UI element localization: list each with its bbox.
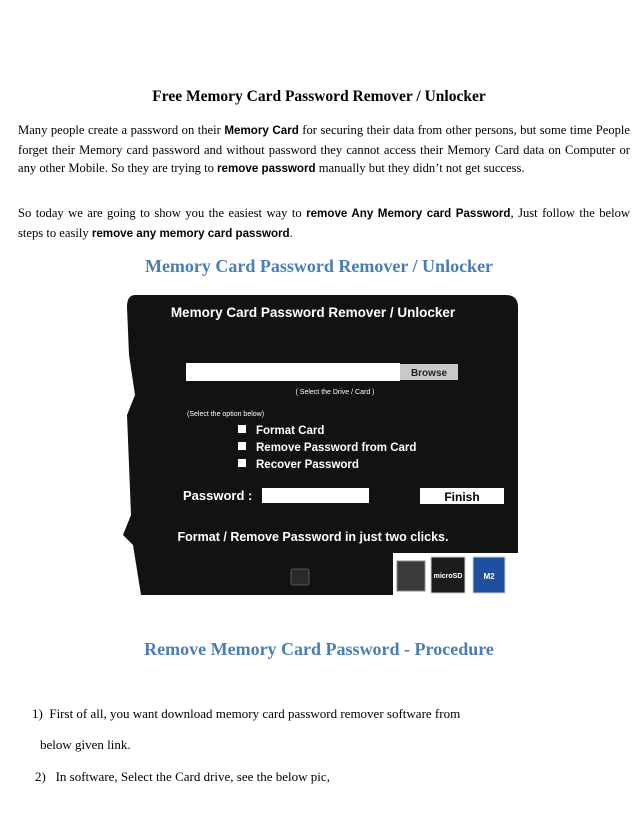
- section-heading: Memory Card Password Remover / Unlocker: [144, 256, 494, 276]
- small-chip-icon: [291, 569, 309, 585]
- checkbox-icon: [238, 425, 246, 433]
- card-title: Memory Card Password Remover / Unlocker: [170, 305, 456, 320]
- card-footer: Format / Remove Password in just two clicks.: [177, 530, 449, 544]
- text: manually but they didn’t not get success.: [315, 161, 525, 175]
- browse-label: Browse: [410, 368, 448, 379]
- step-1-continued: below given link.: [40, 737, 131, 752]
- text: Many people create a password on their: [18, 123, 225, 137]
- procedure-heading: Remove Memory Card Password - Procedure: [144, 639, 494, 659]
- memory-card-image: [123, 295, 518, 595]
- step-text: First of all, you want download memory card password remover software from: [49, 706, 461, 721]
- select-drive-hint: ( Select the Drive / Card ): [295, 389, 375, 396]
- step-1: [32, 706, 638, 722]
- password-label: Password :: [183, 488, 253, 503]
- checkbox-icon: [238, 459, 246, 467]
- option-remove: Remove Password from Card: [256, 442, 417, 454]
- m2-label: M2: [483, 572, 495, 581]
- intro-paragraph: [18, 121, 630, 179]
- step-number: 2): [35, 769, 46, 784]
- microsd-label: microSD: [433, 573, 463, 580]
- option-recover: Recover Password: [256, 459, 359, 471]
- select-option-hint: (Select the option below): [187, 411, 265, 418]
- step-2: [35, 769, 638, 785]
- password-field: [262, 488, 369, 503]
- text: .: [289, 225, 293, 240]
- second-paragraph: [18, 204, 630, 243]
- bold-phrase: remove any memory card password: [91, 226, 290, 240]
- text: for securing their data from other persons, but some time People forget their Memory card password and without password they cannot access their Memory Card data on Computer or any other Mobile. So they are trying to: [18, 123, 631, 175]
- text: , Just follow the below steps to easily: [18, 206, 630, 240]
- step-number: 1): [32, 706, 43, 721]
- sd-card-icon: [397, 561, 425, 591]
- option-format: Format Card: [256, 425, 325, 437]
- step-text: In software, Select the Card drive, see the below pic,: [55, 769, 330, 784]
- bold-phrase: Memory Card: [224, 124, 299, 137]
- text: So today we are going to show you the easiest way to: [18, 206, 307, 220]
- page-title: Free Memory Card Password Remover / Unlocker: [152, 88, 486, 105]
- bold-phrase: remove Any Memory card Password: [306, 207, 511, 220]
- drive-path-field: [186, 363, 400, 381]
- checkbox-icon: [238, 442, 246, 450]
- bold-phrase: remove password: [217, 162, 316, 175]
- finish-label: Finish: [444, 490, 480, 504]
